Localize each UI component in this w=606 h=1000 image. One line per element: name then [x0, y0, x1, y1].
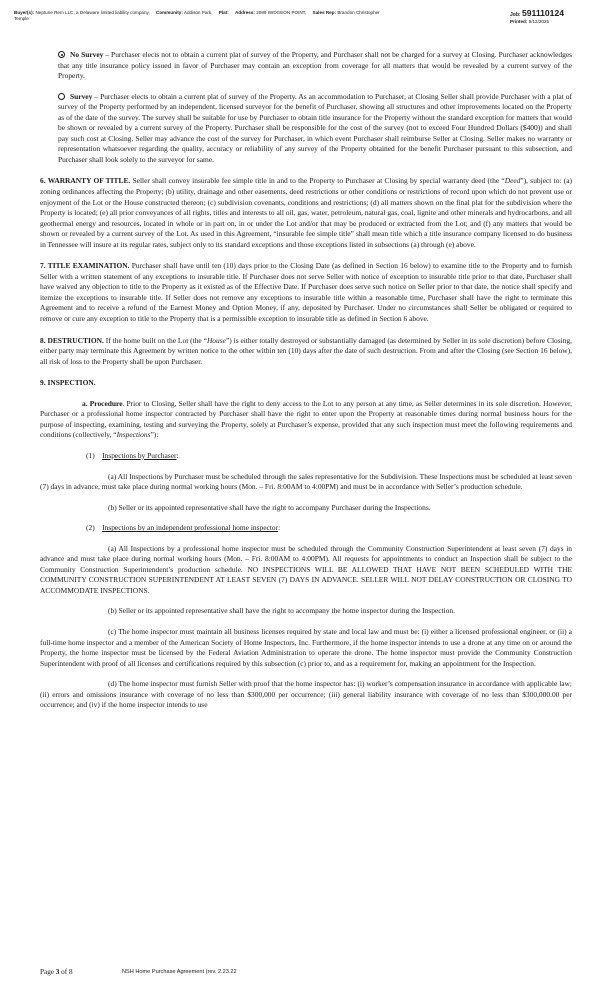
page-footer: [40, 968, 560, 977]
address-label: Address:: [235, 10, 255, 15]
section-7-title: 7. TITLE EXAMINATION.: [40, 261, 130, 271]
section-8-text-a: If the home built on the Lot (the “: [103, 335, 207, 345]
section-9-title: 9. INSPECTION.: [40, 378, 96, 388]
section-8-text-b: ”) is either totally destroyed or substantially damaged (as determined by Seller in its sole discretion) before Closing, either party may terminate this Agreement by written notice to the other within ten (10) days after the date of such destruction. From and after the Closing (see Section 16 below), all risk of loss to the Property shall be upon Purchaser.: [40, 335, 573, 366]
section-6: [40, 176, 572, 250]
radio-unselected-icon[interactable]: [58, 93, 65, 100]
no-survey-title: No Survey: [70, 50, 104, 59]
subsection-1b: (b) Seller or its appointed representative shall have the right to accompany Purchaser during the Inspections.: [108, 502, 431, 512]
plat-label: Plat:: [218, 10, 229, 15]
document-header: [0, 0, 606, 30]
subsection-1-number: (1): [86, 450, 95, 460]
buyer-value: Neptune Rem LLC, a Delaware limited liability company,: [35, 10, 150, 15]
community-value: Addison Park,: [183, 10, 213, 15]
survey-text: – Purchaser elects to obtain a current plat of survey of the Property. As an accommodation to Purchaser, at Closing Seller shall provide Purchaser with a plat of survey of the Property performed by an independent, licensed surveyor for the benefit of Purchaser, showing all structures and other improvements located on the Property as of the date of the survey. The survey shall be suitable for use by Purchaser to obtain title insurance for the Property without the standard exception for matters that would be shown or revealed by a current survey of the Property. Purchaser shall be responsible for the cost of the survey (not to exceed Four Hundred Dollars ($400)) and shall pay such cost at Closing. Seller may advance the cost of the survey for Purchaser, in which event Purchaser shall reimburse Seller at Closing. Seller makes no warranty or representation whatsoever regarding the quality, accuracy or reliability of any survey of the Property obtained for the benefit Purchaser pursuant to this subsection, and Purchaser shall look solely to the surveyor for same.: [58, 91, 572, 164]
page-number: [40, 968, 73, 976]
subsection-2c: (c) The home inspector must maintain all business licenses required by state and local law and must be: (i) either a licensed professional engineer, or (ii) a full-time home inspector and a member of the American Society of Home Inspectors, Inc. Furthermore, if the home inspector intends to use a drone at any time on or around the Property, the home inspector must be licensed by the Federal Aviation Administration to operate the drone. The home inspector must provide the Community Construction Superintendent with proof of all licenses and certifications required by this subsection (c) prior to, and as a requirement for, making an appointment for the Inspection.: [40, 626, 572, 668]
sales-rep-label: Sales Rep:: [312, 10, 337, 15]
header-info: [14, 10, 484, 22]
job-label: Job:: [510, 12, 521, 18]
subsection-1a: (a) All Inspections by Purchaser must be scheduled through the sales representative for the Subdivision. These Inspections must be scheduled at least seven (7) days in advance, must take place during normal working hours (Mon. – Fri. 8:00AM to 4:00PM) and must be in accordance with Seller’s production schedule.: [40, 471, 572, 492]
job-info: [510, 10, 600, 25]
subsection-1-title: Inspections by Purchaser: [102, 450, 177, 460]
section-6-text-a: Seller shall convey insurable fee simple title in and to the Property to Purchaser at Closing by special warranty deed (the “: [130, 176, 505, 186]
section-7: [40, 261, 572, 324]
job-number: 591110124: [521, 8, 565, 18]
deed-term: Deed: [504, 176, 521, 186]
subsection-1-heading: [40, 451, 572, 462]
procedure-text-a: . Prior to Closing, Seller shall have the right to deny access to the Lot to any person at any time, as Seller determines in its sole discretion. However, Purchaser or a professional home inspector contracted by Purchaser shall have the right to enter upon the Property at reasonable times during normal business hours for the purpose of inspecting, examining, testing and surveying the Property, solely at Purchaser’s expense, provided that any such inspection must meet the following requirements and conditions (collectively, “: [40, 398, 572, 440]
survey-title: Survey: [70, 91, 93, 101]
section-9a-procedure: [40, 399, 572, 441]
procedure-text-b: ”):: [150, 430, 159, 440]
section-6-text-b: ”), subject to: (a) zoning ordinances affecting the Property; (b) utility, drainage and other easements, deed restrictions or other conditions or restrictions of record upon which do not prevent use or enjoyment of the Lot or the House constructed thereon; (c) subdivision covenants, conditions and restrictions; (d) all matters shown on the final plat for the subdivision where the Property is located; (e) all prior conveyances of all rights, titles and interests to all oil, gas, water, petroleum, natural gas, coal, lignite and other minerals and hydrocarbons, and all geothermal energy and resources, located in whole or in part on, in or under the Lot and/or that may be produced or extracted from the Lot; and (f) any matters that would be shown or revealed by a current survey of the Lot. As used in this Agreement, “insurable fee simple title” shall mean title which a title insurance company licensed to do business in Tennessee will insure at its regular rates, subject only to its standard exceptions and those exceptions listed in subsections (a) through (e) above.: [40, 176, 573, 249]
buyer-label: Buyer(s):: [14, 10, 35, 15]
radio-selected-icon[interactable]: [58, 51, 65, 58]
community-label: Community:: [156, 10, 183, 15]
subsection-2-heading: [40, 523, 572, 534]
job-line: [510, 10, 600, 18]
agreement-body: [40, 50, 572, 711]
printed-line: [510, 19, 600, 25]
address-value: 2089 WIDGEON POINT,: [256, 10, 307, 15]
subsection-2b: (b) Seller or its appointed representative shall have the right to accompany the home inspector during the Inspection.: [108, 606, 455, 616]
printed-date: 9/12/2025: [528, 19, 550, 24]
page-total: of 8: [59, 968, 73, 976]
printed-label: Printed:: [510, 19, 528, 24]
survey-option: [40, 92, 572, 166]
subsection-1-colon: :: [176, 450, 179, 460]
inspections-term: Inspections: [116, 430, 151, 440]
section-8: [40, 336, 572, 368]
house-term: House: [206, 335, 226, 345]
subsection-2-colon: :: [278, 523, 281, 533]
subsection-2-title: Inspections by an independent professional home inspector: [102, 523, 279, 533]
document-name: NSH Home Purchase Agreement (rev. 2.23.22: [122, 969, 237, 975]
no-survey-option: [40, 50, 572, 82]
subsection-2a: (a) All Inspections by a professional home inspector must be scheduled through the Community Construction Superintendent at least seven (7) days in advance and must take place during normal working hours (Mon. – Fri. 8:00AM to 4:00PM). All requests for appointments to conduct an Inspection shall be subject to the Community Construction Superintendent’s production schedule. NO INSPECTIONS WILL BE ALLOWED THAT HAVE NOT BEEN SCHEDULED WITH THE COMMUNITY CONSTRUCTION SUPERINTENDENT AT LEAST SEVEN (7) DAYS IN ADVANCE. SELLER WILL NOT DELAY CONSTRUCTION OR CLOSING TO ACCOMMODATE INSPECTIONS.: [40, 543, 572, 595]
section-8-title: 8. DESTRUCTION.: [40, 335, 104, 345]
sales-rep-value-cont: Temple: [14, 16, 29, 21]
section-7-text: Purchaser shall have until ten (10) days prior to the Closing Date (as defined in Section 16 below) to examine title to the Property and to furnish Seller with a written statement of any exceptions to insurable title. If Purchaser does not serve Seller with notice of exception to insurable title prior to that date, Purchaser shall have waived any objection to title to the Property as it existed as of the Effective Date. If Purchaser does serve such notice on Seller prior to that date, the notice shall specify and itemize the exceptions to insurable title. If Seller does not remove any exceptions to insurable title within a reasonable time, Purchaser shall have the right to terminate this Agreement and to receive a refund of the Earnest Money and Option Money, if any, deposited by Purchaser. Under no circumstances shall Seller be obligated or required to remove or cure any exception to title to the Property that is a permissible exception to insurable title as defined in Section 6 above.: [40, 261, 573, 324]
sales-rep-value: Brandon Christopher: [337, 10, 380, 15]
page-prefix: Page: [40, 968, 56, 976]
page-current: 3: [55, 968, 60, 976]
no-survey-text: – Purchaser elects not to obtain a current plat of survey of the Property, and Purchaser shall not be charged for a survey at Closing. Purchaser acknowledges that any title insurance policy issued in favor of Purchaser may contain an exception from coverage for all matters that would be revealed by a current survey of the Property.: [58, 50, 573, 81]
subsection-2-number: (2): [86, 523, 95, 533]
section-6-title: 6. WARRANTY OF TITLE.: [40, 176, 131, 186]
procedure-label: a. Procedure: [82, 398, 123, 408]
subsection-2d: (d) The home inspector must furnish Seller with proof that the home inspector has: (i) worker’s compensation insurance in accordance with applicable law; (ii) errors and omissions insurance with coverage of no less than $300,000 per occurrence; (iii) general liability insurance with coverage of no less than $300,000.00 per occurrence; and (iv) if the home inspector intends to use: [40, 679, 572, 710]
